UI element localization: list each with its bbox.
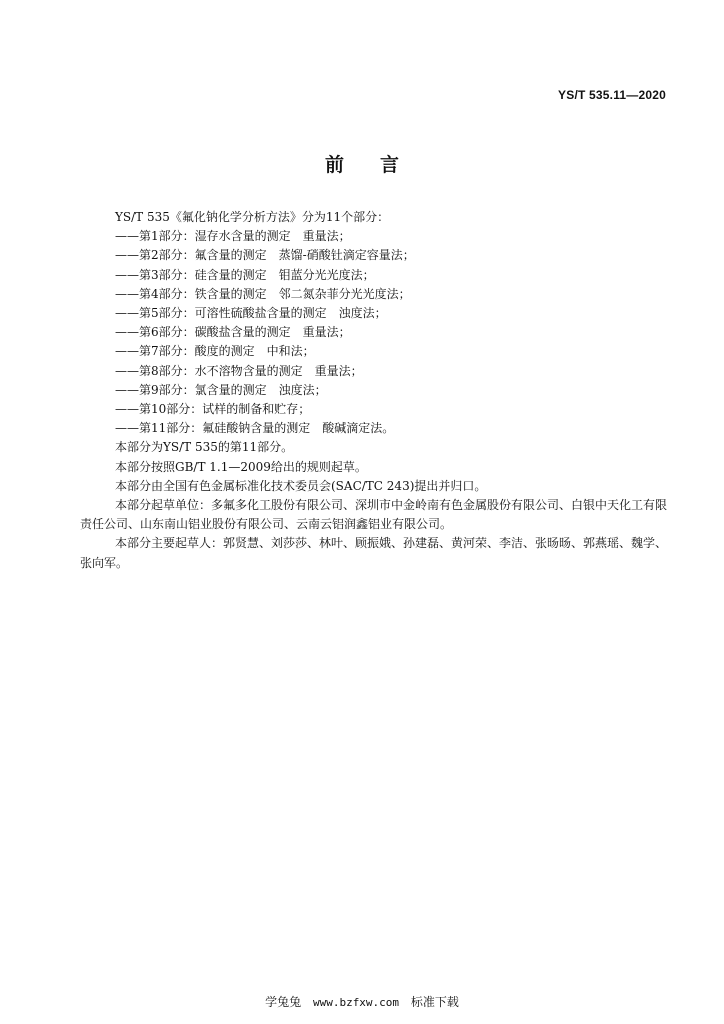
- part-item-7: ——第7部分：酸度的测定 中和法；: [115, 344, 315, 359]
- proposed-by-line: 本部分由全国有色金属标准化技术委员会(SAC/TC 243)提出并归口。: [115, 478, 487, 493]
- part-item-4: ——第4部分：铁含量的测定 邻二氮杂菲分光光度法；: [115, 286, 411, 301]
- drafting-rules-line: 本部分按照GB/T 1.1—2009给出的规则起草。: [115, 459, 367, 474]
- foreword-body: [80, 208, 668, 573]
- part-item-8: ——第8部分：水不溶物含量的测定 重量法；: [115, 363, 363, 378]
- part-item-11: ——第11部分：氟硅酸钠含量的测定 酸碱滴定法。: [115, 421, 395, 436]
- this-part-line: 本部分为YS/T 535的第11部分。: [115, 440, 294, 455]
- footer-site-name: 学兔兔: [265, 995, 302, 1009]
- part-item-2: ——第2部分：氟含量的测定 蒸馏-硝酸钍滴定容量法；: [115, 248, 415, 263]
- footer-url[interactable]: www.bzfxw.com: [312, 996, 400, 1009]
- part-item-1: ——第1部分：湿存水含量的测定 重量法；: [115, 229, 351, 244]
- part-item-3: ——第3部分：硅含量的测定 钼蓝分光光度法；: [115, 267, 375, 282]
- drafting-units-paragraph: 本部分起草单位：多氟多化工股份有限公司、深圳市中金岭南有色金属股份有限公司、白银中天化工有限责任公司、山东南山铝业股份有限公司、云南云铝润鑫铝业有限公司。: [80, 498, 668, 532]
- standard-code: YS/T 535.11—2020: [558, 88, 666, 102]
- footer-slogan: 标准下载: [410, 995, 459, 1009]
- footer: [0, 993, 724, 1010]
- part-item-9: ——第9部分：氯含量的测定 浊度法；: [115, 382, 327, 397]
- page-title: 前言: [324, 154, 435, 176]
- drafters-paragraph: 本部分主要起草人：郭贤慧、刘莎莎、林叶、顾振娥、孙建磊、黄河荣、李洁、张旸旸、郭燕瑶、魏学、张向军。: [80, 536, 668, 570]
- part-item-10: ——第10部分：试样的制备和贮存；: [115, 402, 311, 417]
- intro-line: YS/T 535《氟化钠化学分析方法》分为11个部分：: [115, 210, 390, 224]
- part-item-6: ——第6部分：碳酸盐含量的测定 重量法；: [115, 325, 351, 340]
- part-item-5: ——第5部分：可溶性硫酸盐含量的测定 浊度法；: [115, 306, 387, 321]
